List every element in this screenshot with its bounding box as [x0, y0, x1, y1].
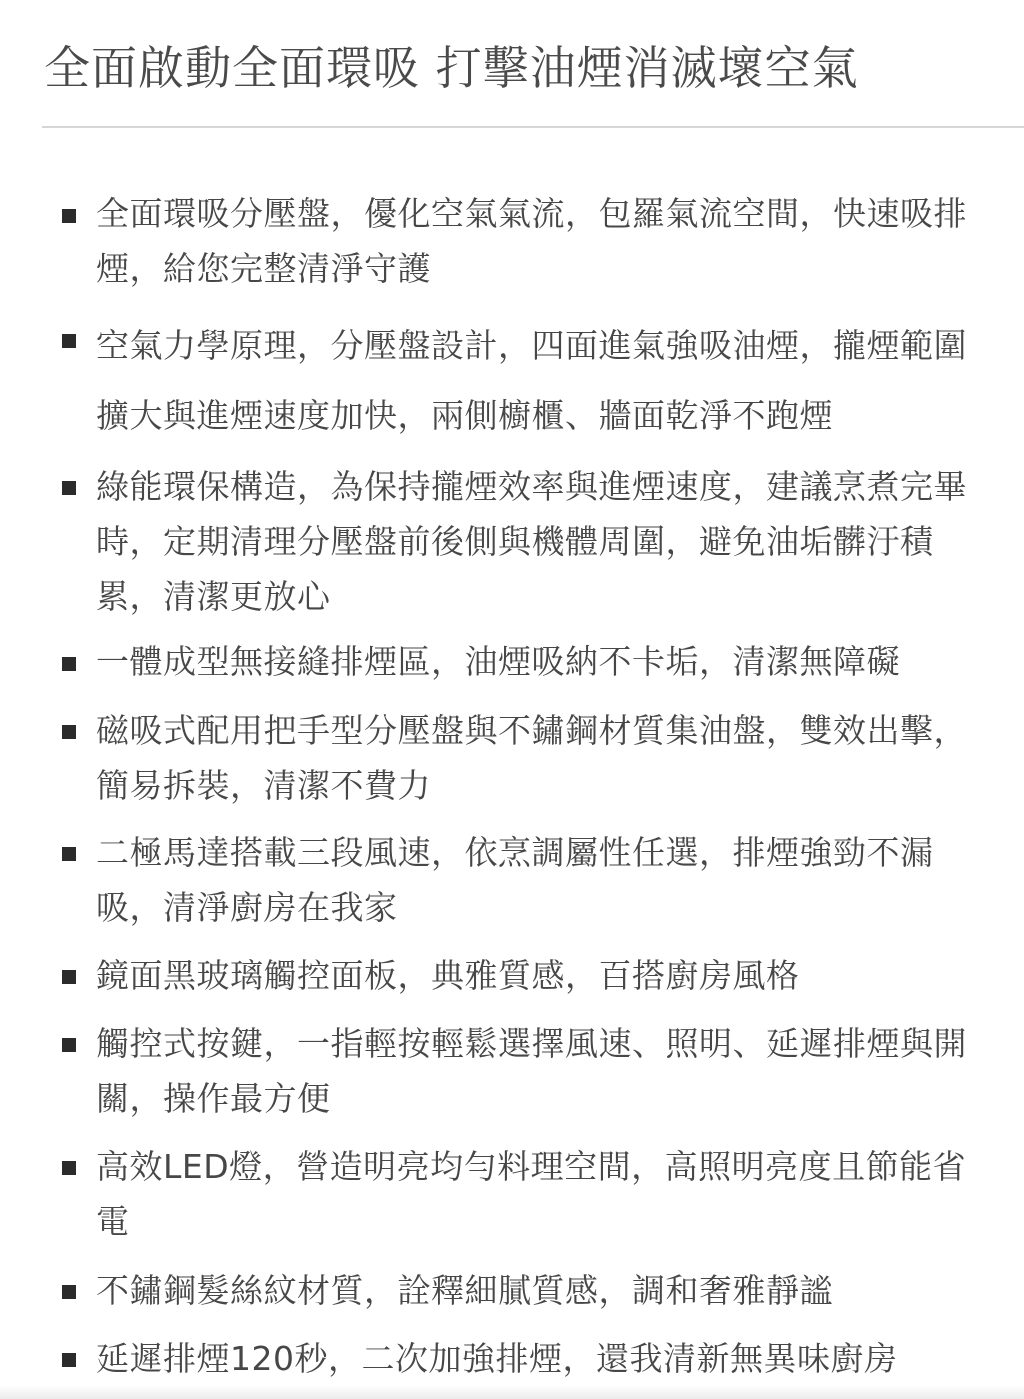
feature-text: 一體成型無接縫排煙區，油煙吸納不卡垢，清潔無障礙: [96, 642, 900, 681]
square-bullet-icon: [62, 1038, 76, 1052]
square-bullet-icon: [62, 334, 76, 348]
bottom-fade: [0, 1385, 1024, 1399]
feature-text: 二極馬達搭載三段風速，依烹調屬性任選，排煙強勁不漏吸，清淨廚房在我家: [96, 833, 934, 927]
square-bullet-icon: [62, 657, 76, 671]
feature-text: 高效LED燈，營造明亮均勻料理空間，高照明亮度且節能省電: [96, 1147, 967, 1241]
square-bullet-icon: [62, 725, 76, 739]
feature-text: 全面環吸分壓盤，優化空氣氣流，包羅氣流空間，快速吸排煙，給您完整清淨守護: [96, 194, 967, 288]
square-bullet-icon: [62, 1285, 76, 1299]
feature-text: 不鏽鋼髮絲紋材質，詮釋細膩質感，調和奢雅靜謐: [96, 1271, 833, 1310]
square-bullet-icon: [62, 1161, 76, 1175]
square-bullet-icon: [62, 970, 76, 984]
feature-text: 觸控式按鍵，一指輕按輕鬆選擇風速、照明、延遲排煙與開關，操作最方便: [96, 1024, 967, 1118]
feature-text: 鏡面黑玻璃觸控面板，典雅質感，百搭廚房風格: [96, 956, 800, 995]
square-bullet-icon: [62, 481, 76, 495]
feature-text: 空氣力學原理，分壓盤設計，四面進氣強吸油煙，攏煙範圍擴大與進煙速度加快，兩側櫥櫃、牆面乾淨不跑煙: [96, 326, 967, 435]
feature-text: 延遲排煙120秒，二次加強排煙，還我清新無異味廚房: [96, 1339, 898, 1378]
feature-text: 綠能環保構造，為保持攏煙效率與進煙速度，建議烹煮完畢時，定期清理分壓盤前後側與機體周圍，避免油垢髒汙積累，清潔更放心: [96, 467, 967, 616]
square-bullet-icon: [62, 847, 76, 861]
feature-text: 磁吸式配用把手型分壓盤與不鏽鋼材質集油盤，雙效出擊，簡易拆裝，清潔不費力: [96, 711, 967, 805]
square-bullet-icon: [62, 209, 76, 223]
square-bullet-icon: [62, 1353, 76, 1367]
page-title: 全面啟動全面環吸 打擊油煙消滅壞空氣: [44, 41, 859, 95]
title-divider: [42, 126, 1024, 128]
